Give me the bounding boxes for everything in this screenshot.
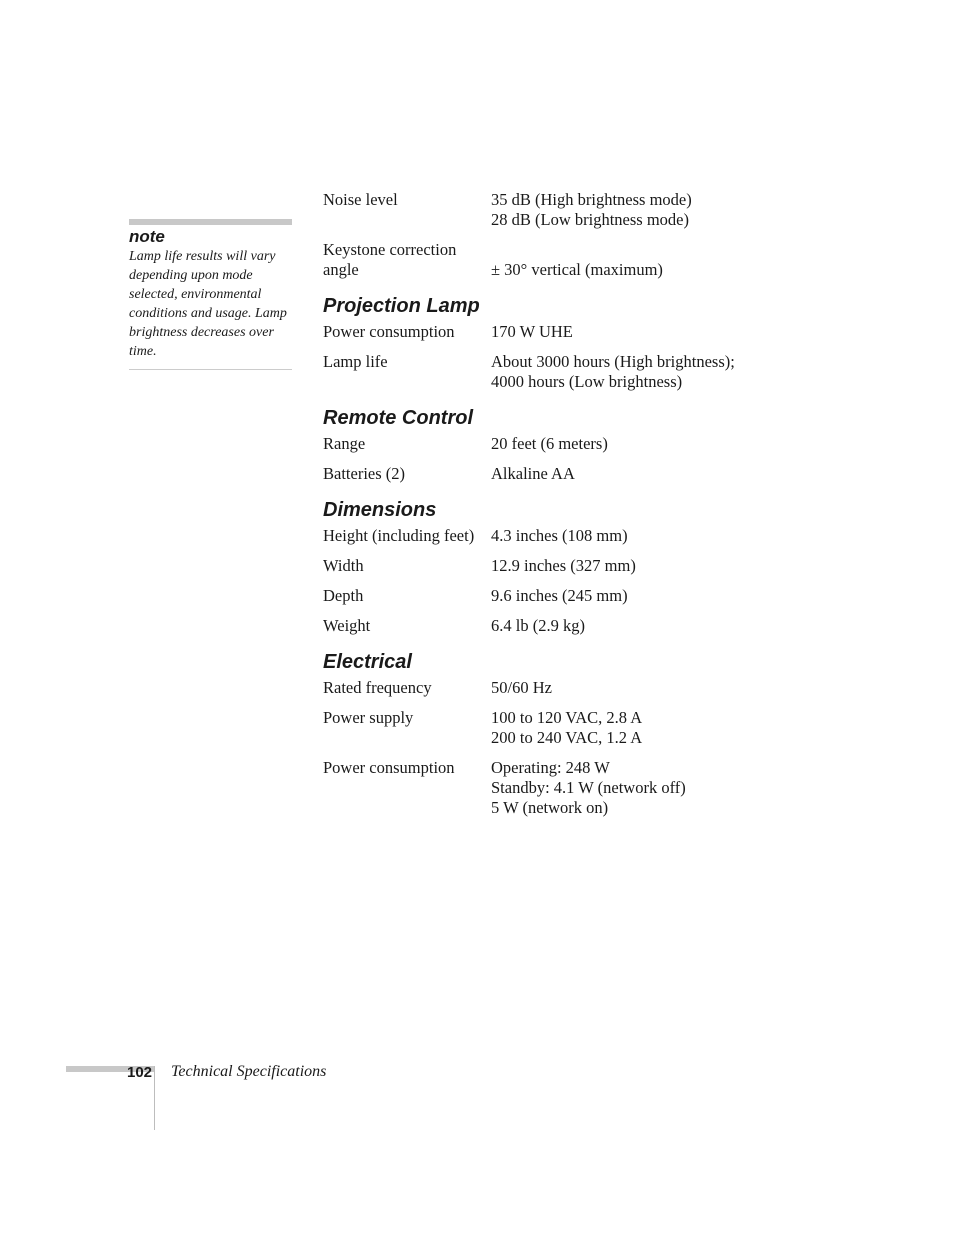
sidebar-note (129, 219, 292, 370)
spec-row (323, 758, 793, 818)
spec-label: Power consumption (323, 758, 455, 777)
spec-value (491, 190, 793, 230)
spec-value-line: 50/60 Hz (491, 678, 552, 697)
spec-value (491, 322, 793, 342)
spec-value-line: 6.4 lb (2.9 kg) (491, 616, 585, 635)
spec-row-keystone (323, 240, 793, 280)
footer-divider (154, 1066, 155, 1130)
footer-title: Technical Specifications (171, 1063, 327, 1080)
note-text: Lamp life results will vary depending upon mode selected, environmental conditions and usage. Lamp brightness decreases over time. (129, 247, 292, 370)
spec-value-line: 170 W UHE (491, 322, 573, 341)
spec-label: Power supply (323, 708, 414, 727)
spec-label (323, 240, 491, 280)
spec-label: Weight (323, 616, 371, 635)
spec-value-line: 20 feet (6 meters) (491, 434, 608, 453)
spec-value (491, 464, 793, 484)
spec-row (323, 678, 793, 698)
spec-row (323, 526, 793, 546)
spec-value-line: Standby: 4.1 W (network off) (491, 778, 686, 797)
spec-value (491, 352, 793, 392)
note-rule (129, 219, 292, 225)
spec-label: Lamp life (323, 352, 388, 371)
spec-value-line: About 3000 hours (High brightness); (491, 352, 735, 371)
spec-value-line: 200 to 240 VAC, 1.2 A (491, 728, 643, 747)
spec-label: Batteries (2) (323, 464, 406, 483)
spec-value (491, 434, 793, 454)
spec-label: Width (323, 556, 364, 575)
spec-value (491, 240, 793, 280)
section-heading-projection-lamp: Projection Lamp (323, 295, 480, 317)
note-title: note (129, 227, 165, 246)
spec-value (491, 678, 793, 698)
spec-value-line: 100 to 120 VAC, 2.8 A (491, 708, 643, 727)
section-heading-remote-control: Remote Control (323, 407, 473, 429)
page-number: 102 (127, 1064, 153, 1081)
spec-value (491, 526, 793, 546)
spec-row (323, 586, 793, 606)
spec-row (323, 352, 793, 392)
spec-row (323, 322, 793, 342)
spec-label-line: Keystone correction (323, 240, 457, 259)
spec-value-line: ± 30° vertical (maximum) (491, 260, 663, 279)
spec-row (323, 556, 793, 576)
spec-value-line: 4.3 inches (108 mm) (491, 526, 628, 545)
spec-content (323, 190, 793, 828)
spec-label: Noise level (323, 190, 398, 209)
spec-row (323, 464, 793, 484)
spec-label: Height (including feet) (323, 526, 475, 545)
spec-value (491, 616, 793, 636)
spec-value-line: 35 dB (High brightness mode) (491, 190, 692, 209)
spec-row (323, 434, 793, 454)
spec-value-line: 9.6 inches (245 mm) (491, 586, 628, 605)
spec-row (323, 708, 793, 748)
spec-value-line: 12.9 inches (327 mm) (491, 556, 636, 575)
spec-value (491, 758, 793, 818)
spec-label-line: angle (323, 260, 359, 279)
spec-value (491, 708, 793, 748)
spec-row-noise-level (323, 190, 793, 230)
spec-label: Rated frequency (323, 678, 432, 697)
spec-value (491, 556, 793, 576)
spec-row (323, 616, 793, 636)
spec-value-line: Operating: 248 W (491, 758, 610, 777)
spec-label: Depth (323, 586, 364, 605)
spec-value (491, 586, 793, 606)
spec-label: Power consumption (323, 322, 455, 341)
spec-value-line: Alkaline AA (491, 464, 575, 483)
spec-value-line: 4000 hours (Low brightness) (491, 372, 683, 391)
spec-label: Range (323, 434, 366, 453)
spec-value-line: 28 dB (Low brightness mode) (491, 210, 689, 229)
section-heading-electrical: Electrical (323, 651, 412, 673)
section-heading-dimensions: Dimensions (323, 499, 437, 521)
spec-value-line: 5 W (network on) (491, 798, 609, 817)
